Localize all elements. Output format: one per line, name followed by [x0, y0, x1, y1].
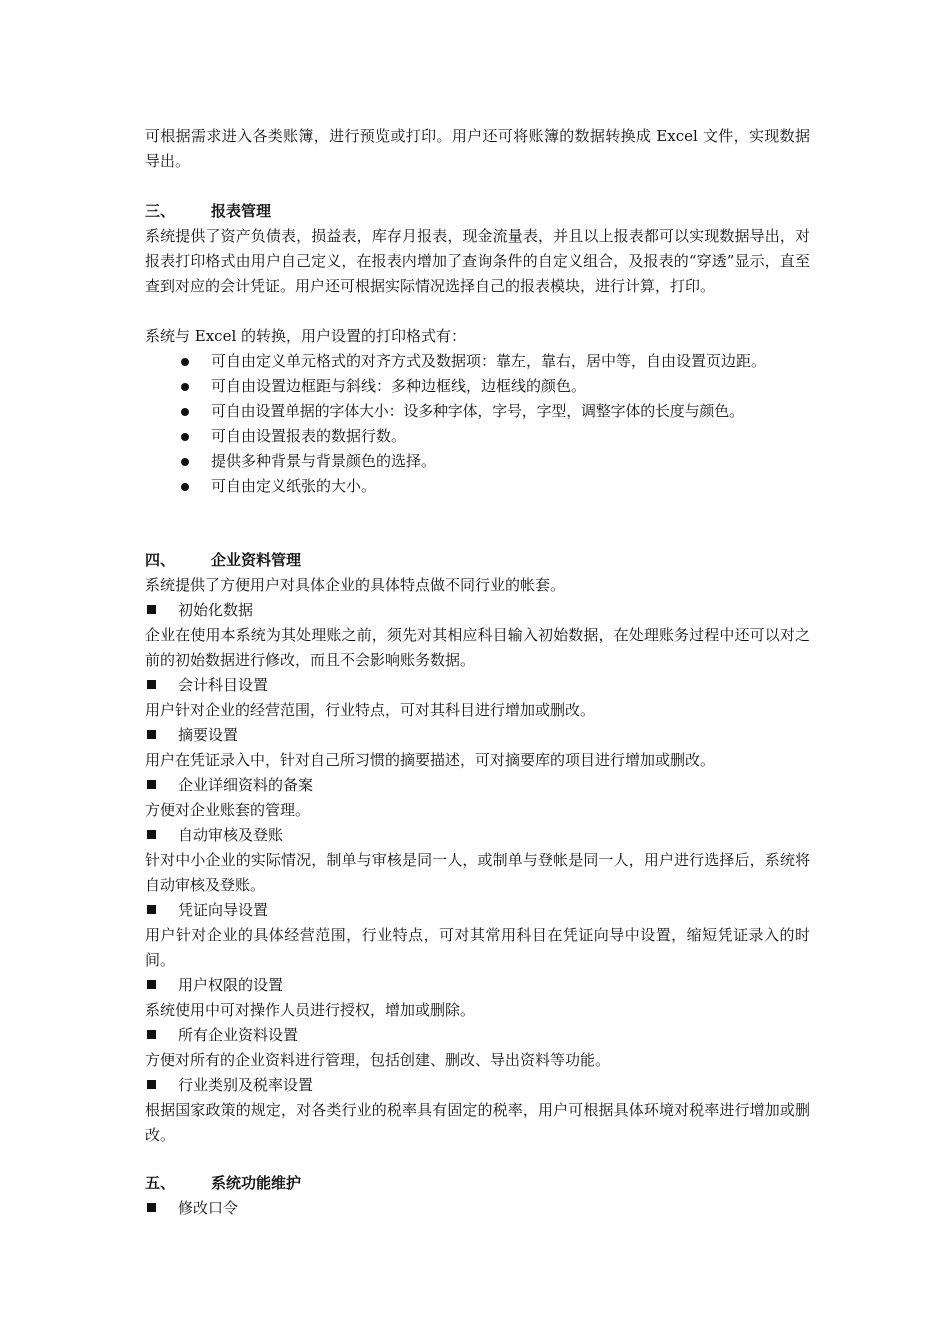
section-3-paragraph: 系统提供了资产负债表，损益表，库存月报表，现金流量表，并且以上报表都可以实现数据导出，对报表打印格式由用户自己定义，在报表内增加了查询条件的自定义组合，及报表的“穿透”显示，直至查到对应的会计凭证。用户还可根据实际情况选择自己的报表模块，进行计算，打印。: [145, 227, 810, 295]
bullet-text: 可自由设置报表的数据行数。: [211, 427, 407, 445]
bullet-item: [145, 449, 810, 474]
bullet-item: [145, 349, 810, 374]
bullet-text: 可自由定义单元格式的对齐方式及数据项：靠左，靠右，居中等，自由设置页边距。: [211, 352, 767, 370]
section-3-heading: [145, 199, 810, 224]
section-4-intro: 系统提供了方便用户对具体企业的具体特点做不同行业的帐套。: [145, 576, 566, 594]
square-bullet-icon: [147, 730, 156, 739]
section-4-body: [145, 573, 810, 1148]
section-3-title: 报表管理: [211, 202, 272, 220]
feature-item-description: 方便对企业账套的管理。: [145, 801, 311, 819]
bullet-text: 提供多种背景与背景颜色的选择。: [211, 452, 437, 470]
intro-paragraph: 可根据需求进入各类账簿，进行预览或打印。用户还可将账簿的数据转换成 Excel 文件，实现数据导出。: [145, 127, 810, 170]
square-bullet-icon: [147, 680, 156, 689]
bullet-text: 可自由定义纸张的大小。: [211, 477, 377, 495]
bullet-dot-icon: [181, 358, 189, 366]
section-5-body: [145, 1196, 810, 1221]
feature-item-description: 根据国家政策的规定，对各类行业的税率具有固定的税率，用户可根据具体环境对税率进行增加或删改。: [145, 1101, 810, 1144]
bullet-text: 可自由设置边框距与斜线：多种边框线，边框线的颜色。: [211, 377, 587, 395]
square-bullet-icon: [147, 1080, 156, 1089]
square-bullet-icon: [147, 830, 156, 839]
section-4-heading: [145, 548, 810, 573]
feature-item-label: 自动审核及登账: [145, 823, 810, 848]
bullet-dot-icon: [181, 383, 189, 391]
section-3-number: 三、: [145, 202, 176, 220]
feature-item-label: 企业详细资料的备案: [145, 773, 810, 798]
feature-item-label: 凭证向导设置: [145, 898, 810, 923]
section-5-heading: [145, 1171, 810, 1196]
feature-item-label: 用户权限的设置: [145, 973, 810, 998]
feature-item-description: 用户针对企业的具体经营范围，行业特点，可对其常用科目在凭证向导中设置，缩短凭证录入的时间。: [145, 926, 810, 969]
feature-item-label: 摘要设置: [145, 723, 810, 748]
bullet-item: [145, 374, 810, 399]
bullet-item: [145, 424, 810, 449]
bullet-text: 可自由设置单据的字体大小：设多种字体，字号，字型，调整字体的长度与颜色。: [211, 402, 744, 420]
section-4-title: 企业资料管理: [211, 551, 302, 569]
square-bullet-icon: [147, 1203, 156, 1212]
feature-item-label: 修改口令: [145, 1196, 810, 1221]
bullet-item: [145, 399, 810, 424]
feature-item-description: 系统使用中可对操作人员进行授权，增加或删除。: [145, 1001, 476, 1019]
square-bullet-icon: [147, 780, 156, 789]
feature-item-description: 企业在使用本系统为其处理账之前，须先对其相应科目输入初始数据，在处理账务过程中还可以对之前的初始数据进行修改，而且不会影响账务数据。: [145, 626, 810, 669]
bullet-dot-icon: [181, 483, 189, 491]
feature-item-description: 方便对所有的企业资料进行管理，包括创建、删改、导出资料等功能。: [145, 1051, 611, 1069]
square-bullet-icon: [147, 980, 156, 989]
bullet-dot-icon: [181, 408, 189, 416]
feature-item-label: 所有企业资料设置: [145, 1023, 810, 1048]
feature-item-description: 用户在凭证录入中，针对自己所习惯的摘要描述，可对摘要库的项目进行增加或删改。: [145, 751, 716, 769]
section-3-excel-paragraph: 系统与 Excel 的转换，用户设置的打印格式有：: [145, 327, 467, 345]
square-bullet-icon: [147, 605, 156, 614]
bullet-dot-icon: [181, 458, 189, 466]
feature-item-label: 行业类别及税率设置: [145, 1073, 810, 1098]
feature-item-label: 会计科目设置: [145, 673, 810, 698]
section-5-title: 系统功能维护: [211, 1174, 302, 1192]
feature-item-label: 初始化数据: [145, 598, 810, 623]
square-bullet-icon: [147, 1030, 156, 1039]
print-format-bullet-list: [145, 349, 810, 499]
bullet-dot-icon: [181, 433, 189, 441]
feature-item-description: 针对中小企业的实际情况，制单与审核是同一人，或制单与登帐是同一人，用户进行选择后，系统将自动审核及登账。: [145, 851, 810, 894]
bullet-item: [145, 474, 810, 499]
square-bullet-icon: [147, 905, 156, 914]
section-4-number: 四、: [145, 551, 176, 569]
section-5-number: 五、: [145, 1174, 176, 1192]
feature-item-description: 用户针对企业的经营范围，行业特点，可对其科目进行增加或删改。: [145, 701, 596, 719]
